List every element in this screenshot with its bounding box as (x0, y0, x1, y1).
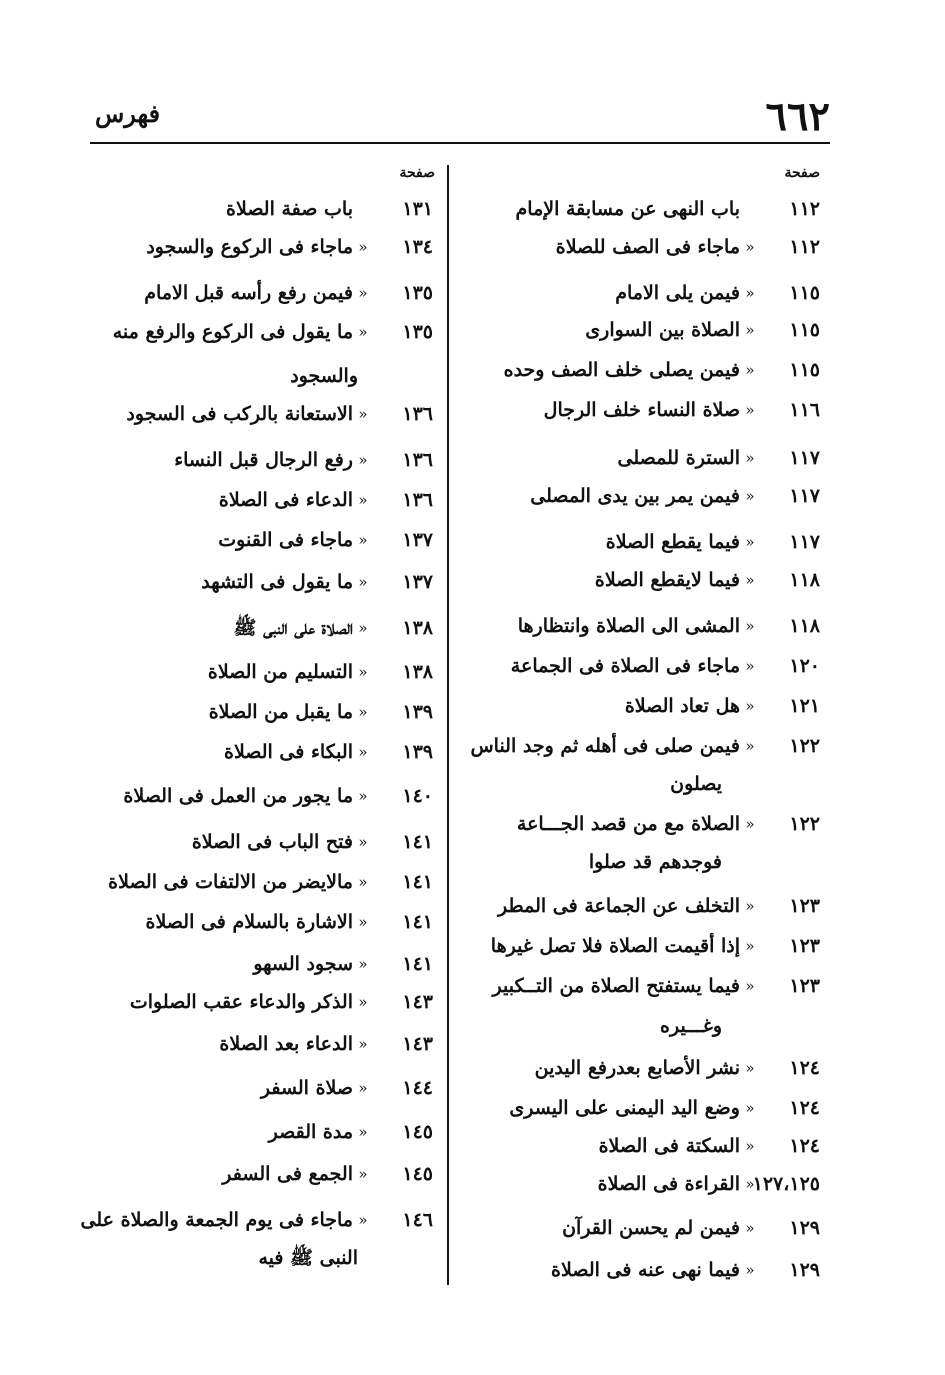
ditto-mark: « (745, 284, 755, 302)
entry-page-number: ١٢٠ (789, 655, 820, 677)
index-entry (460, 391, 820, 429)
entry-page-number: ١١٢ (789, 198, 820, 220)
index-entry (460, 967, 820, 1005)
ditto-mark: « (745, 897, 755, 915)
ditto-mark: « (358, 284, 368, 302)
entry-title: رفع الرجال قبل النساء (174, 449, 353, 471)
entry-page-number: ١٣٩ (402, 701, 433, 723)
ditto-mark: « (358, 405, 368, 423)
index-entry (460, 1089, 820, 1127)
ditto-mark: « (745, 657, 755, 675)
ditto-mark: « (745, 977, 755, 995)
entry-title: السترة للمصلى (617, 447, 740, 469)
entry-title-continuation: والسجود (290, 365, 358, 387)
index-entry (460, 1209, 820, 1247)
entry-title: صلاة السفر (260, 1077, 353, 1099)
ditto-mark: « (358, 491, 368, 509)
right-column-heading: صفحة (784, 165, 820, 181)
ditto-mark: « (745, 361, 755, 379)
entry-page-number: ١١٨ (789, 615, 820, 637)
left-column-heading: صفحة (399, 165, 435, 181)
entry-page-number: ١٣٥ (402, 321, 433, 343)
entry-title: فيما نهى عنه فى الصلاة (551, 1259, 740, 1281)
ditto-mark: « (358, 1165, 368, 1183)
entry-page-number: ١١٧ (789, 447, 820, 469)
ditto-mark: « (745, 1059, 755, 1077)
index-entry (460, 439, 820, 477)
ditto-mark: « (358, 993, 368, 1011)
entry-title-continuation: يصلون (670, 773, 722, 795)
ditto-mark: « (358, 833, 368, 851)
index-entry (460, 1049, 820, 1087)
index-entry (80, 1025, 433, 1063)
index-entry (80, 609, 433, 647)
ditto-mark: « (745, 487, 755, 505)
index-entry (460, 887, 820, 925)
index-entry (80, 693, 433, 731)
ditto-mark: « (358, 787, 368, 805)
entry-page-number: ١٤١ (402, 831, 433, 853)
index-entry (460, 805, 820, 843)
entry-title: الاشارة بالسلام فى الصلاة (145, 911, 353, 933)
index-entry (460, 607, 820, 645)
index-entry (460, 351, 820, 389)
index-entry (460, 228, 820, 266)
entry-title: ما يجور من العمل فى الصلاة (123, 785, 353, 807)
ditto-mark: « (358, 1035, 368, 1053)
entry-page-number: ١٢٣ (789, 935, 820, 957)
entry-page-number: ١٢٣ (789, 975, 820, 997)
ditto-mark: « (358, 1123, 368, 1141)
index-entry (80, 1113, 433, 1151)
entry-title: باب صفة الصلاة (226, 198, 353, 220)
entry-title-continuation: وغـــيره (660, 1015, 722, 1037)
entry-title: ما يقبل من الصلاة (208, 701, 353, 723)
ditto-mark: « (358, 1211, 368, 1229)
index-entry (80, 313, 433, 351)
ditto-mark: « (358, 573, 368, 591)
entry-title: التسليم من الصلاة (207, 661, 353, 683)
entry-page-number: ١٢٧،١٢٥ (752, 1173, 820, 1195)
entry-page-number: ١٢٢ (789, 735, 820, 757)
ditto-mark: « (745, 617, 755, 635)
entry-page-number: ١٢٩ (789, 1217, 820, 1239)
entry-page-number: ١٣٦ (402, 449, 433, 471)
entry-page-number: ١١٧ (789, 531, 820, 553)
entry-title: فيما يقطع الصلاة (605, 531, 740, 553)
entry-page-number: ١٤١ (402, 953, 433, 975)
ditto-mark: « (745, 1099, 755, 1117)
index-entry (460, 561, 820, 599)
entry-page-number: ١١٢ (789, 236, 820, 258)
entry-title: فيمن يمر بين يدى المصلى (530, 485, 740, 507)
index-entry (460, 1165, 820, 1203)
index-entry (80, 441, 433, 479)
index-entry (460, 687, 820, 725)
entry-title: ما يقول فى الركوع والرفع منه (112, 321, 353, 343)
entry-page-number: ١٣٤ (402, 236, 433, 258)
ditto-mark: « (745, 1175, 755, 1193)
entry-title: السكتة فى الصلاة (598, 1135, 740, 1157)
page-number: ٦٦٢ (765, 93, 830, 140)
entry-title-continuation: فوجدهم قد صلوا (588, 851, 722, 873)
entry-title: مالايضر من الالتفات فى الصلاة (108, 871, 353, 893)
entry-page-number: ١٢٤ (789, 1057, 820, 1079)
entry-title-continuation: النبى ﷺ فيه (258, 1247, 358, 1269)
entry-page-number: ١٢١ (789, 695, 820, 717)
index-entry (80, 983, 433, 1021)
entry-page-number: ١٤١ (402, 871, 433, 893)
index-entry (80, 481, 433, 519)
entry-page-number: ١٤٥ (402, 1121, 433, 1143)
entry-title: إذا أقيمت الصلاة فلا تصل غيرها (490, 935, 740, 957)
index-entry (80, 563, 433, 601)
ditto-mark: « (358, 451, 368, 469)
index-entry (460, 647, 820, 685)
index-entry (80, 274, 433, 312)
entry-title: وضع اليد اليمنى على اليسرى (509, 1097, 740, 1119)
entry-page-number: ١٣٨ (402, 617, 433, 639)
entry-page-number: ١٣٥ (402, 282, 433, 304)
ditto-mark: « (358, 873, 368, 891)
entry-page-number: ١٤٠ (402, 785, 433, 807)
entry-title: التخلف عن الجماعة فى المطر (498, 895, 740, 917)
page-title: فهرس (95, 99, 161, 128)
ditto-mark: « (745, 1137, 755, 1155)
entry-page-number: ١٢٣ (789, 895, 820, 917)
ditto-mark: « (745, 321, 755, 339)
entry-title: ماجاء فى يوم الجمعة والصلاة على (80, 1209, 353, 1231)
index-entry (460, 1127, 820, 1165)
entry-title: البكاء فى الصلاة (223, 741, 353, 763)
entry-page-number: ١١٥ (789, 359, 820, 381)
index-entry (460, 927, 820, 965)
index-entry (80, 903, 433, 941)
entry-title: فيما لايقطع الصلاة (594, 569, 740, 591)
ditto-mark: « (358, 323, 368, 341)
entry-title: ماجاء فى الصف للصلاة (555, 236, 740, 258)
entry-page-number: ١١٧ (789, 485, 820, 507)
ditto-mark: « (358, 955, 368, 973)
index-entry (80, 521, 433, 559)
entry-title: فيمن رفع رأسه قبل الامام (144, 282, 353, 304)
entry-title: الصلاة على النبى ﷺ (233, 617, 353, 639)
entry-page-number: ١٢٤ (789, 1097, 820, 1119)
entry-page-number: ١٤١ (402, 911, 433, 933)
entry-title: سجود السهو (253, 953, 353, 975)
ditto-mark: « (745, 238, 755, 256)
entry-title: نشر الأصابع بعدرفع اليدين (534, 1057, 740, 1079)
entry-title: فيما يستفتح الصلاة من التــكبير (492, 975, 740, 997)
ditto-mark: « (745, 1261, 755, 1279)
entry-title: فيمن يصلى خلف الصف وحده (503, 359, 740, 381)
index-entry (460, 727, 820, 765)
index-entry (80, 823, 433, 861)
entry-title: صلاة النساء خلف الرجال (543, 399, 740, 421)
entry-page-number: ١٣٦ (402, 403, 433, 425)
entry-page-number: ١١٥ (789, 319, 820, 341)
entry-page-number: ١١٥ (789, 282, 820, 304)
ditto-mark: « (358, 703, 368, 721)
entry-page-number: ١٣٨ (402, 661, 433, 683)
entry-title: مدة القصر (268, 1121, 353, 1143)
column-divider (447, 165, 449, 1285)
entry-page-number: ١٣٦ (402, 489, 433, 511)
ditto-mark: « (745, 815, 755, 833)
ditto-mark: « (358, 619, 368, 637)
entry-title: باب النهى عن مسابقة الإمام (515, 198, 740, 220)
entry-title: الذكر والدعاء عقب الصلوات (129, 991, 353, 1013)
ditto-mark: « (745, 937, 755, 955)
ditto-mark: « (745, 401, 755, 419)
index-entry (80, 1155, 433, 1193)
entry-page-number: ١٢٤ (789, 1135, 820, 1157)
entry-title: الاستعانة بالركب فى السجود (126, 403, 353, 425)
ditto-mark: « (745, 449, 755, 467)
entry-page-number: ١٤٥ (402, 1163, 433, 1185)
entry-page-number: ١٣٩ (402, 741, 433, 763)
entry-title: الدعاء فى الصلاة (218, 489, 353, 511)
index-entry (80, 395, 433, 433)
index-entry (460, 311, 820, 349)
index-entry (80, 945, 433, 983)
entry-page-number: ١٢٢ (789, 813, 820, 835)
ditto-mark: « (745, 697, 755, 715)
index-entry (460, 523, 820, 561)
ditto-mark: « (358, 663, 368, 681)
entry-page-number: ١٤٣ (402, 991, 433, 1013)
ditto-mark: « (745, 1219, 755, 1237)
ditto-mark: « (358, 531, 368, 549)
entry-page-number: ١٣١ (402, 198, 433, 220)
ditto-mark: « (358, 743, 368, 761)
ditto-mark: « (745, 533, 755, 551)
ditto-mark: « (358, 238, 368, 256)
entry-page-number: ١١٨ (789, 569, 820, 591)
entry-title: الدعاء بعد الصلاة (219, 1033, 353, 1055)
entry-page-number: ١٤٣ (402, 1033, 433, 1055)
entry-title: القراءة فى الصلاة (597, 1173, 740, 1195)
entry-title: فيمن لم يحسن القرآن (562, 1217, 740, 1239)
header-rule (90, 142, 830, 144)
entry-title: الجمع فى السفر (222, 1163, 353, 1185)
entry-title: فيمن يلى الامام (615, 282, 740, 304)
index-entry (80, 733, 433, 771)
entry-page-number: ١١٦ (789, 399, 820, 421)
index-entry (80, 1201, 433, 1239)
entry-title: فيمن صلى فى أهله ثم وجد الناس (470, 735, 740, 757)
entry-title: الصلاة مع من قصد الجـــاعة (516, 813, 740, 835)
index-entry (80, 653, 433, 691)
entry-title: ماجاء فى القنوت (218, 529, 353, 551)
index-entry (460, 190, 820, 228)
index-entry (80, 777, 433, 815)
entry-title: هل تعاد الصلاة (624, 695, 740, 717)
entry-page-number: ١٣٧ (402, 529, 433, 551)
entry-title: ماجاء فى الركوع والسجود (146, 236, 353, 258)
entry-title: الصلاة بين السوارى (585, 319, 740, 341)
ditto-mark: « (745, 737, 755, 755)
entry-page-number: ١٤٤ (402, 1077, 433, 1099)
index-entry (80, 190, 433, 228)
index-entry (80, 863, 433, 901)
ditto-mark: « (358, 1079, 368, 1097)
ditto-mark: « (745, 571, 755, 589)
entry-page-number: ١٣٧ (402, 571, 433, 593)
entry-page-number: ١٢٩ (789, 1259, 820, 1281)
entry-title: ما يقول فى التشهد (201, 571, 353, 593)
index-entry (460, 274, 820, 312)
index-entry (460, 1251, 820, 1289)
entry-title: فتح الباب فى الصلاة (191, 831, 353, 853)
index-entry (80, 1069, 433, 1107)
entry-title: ماجاء فى الصلاة فى الجماعة (510, 655, 740, 677)
index-entry (460, 477, 820, 515)
index-entry (80, 228, 433, 266)
entry-page-number: ١٤٦ (402, 1209, 433, 1231)
entry-title: المشى الى الصلاة وانتظارها (517, 615, 740, 637)
ditto-mark: « (358, 913, 368, 931)
